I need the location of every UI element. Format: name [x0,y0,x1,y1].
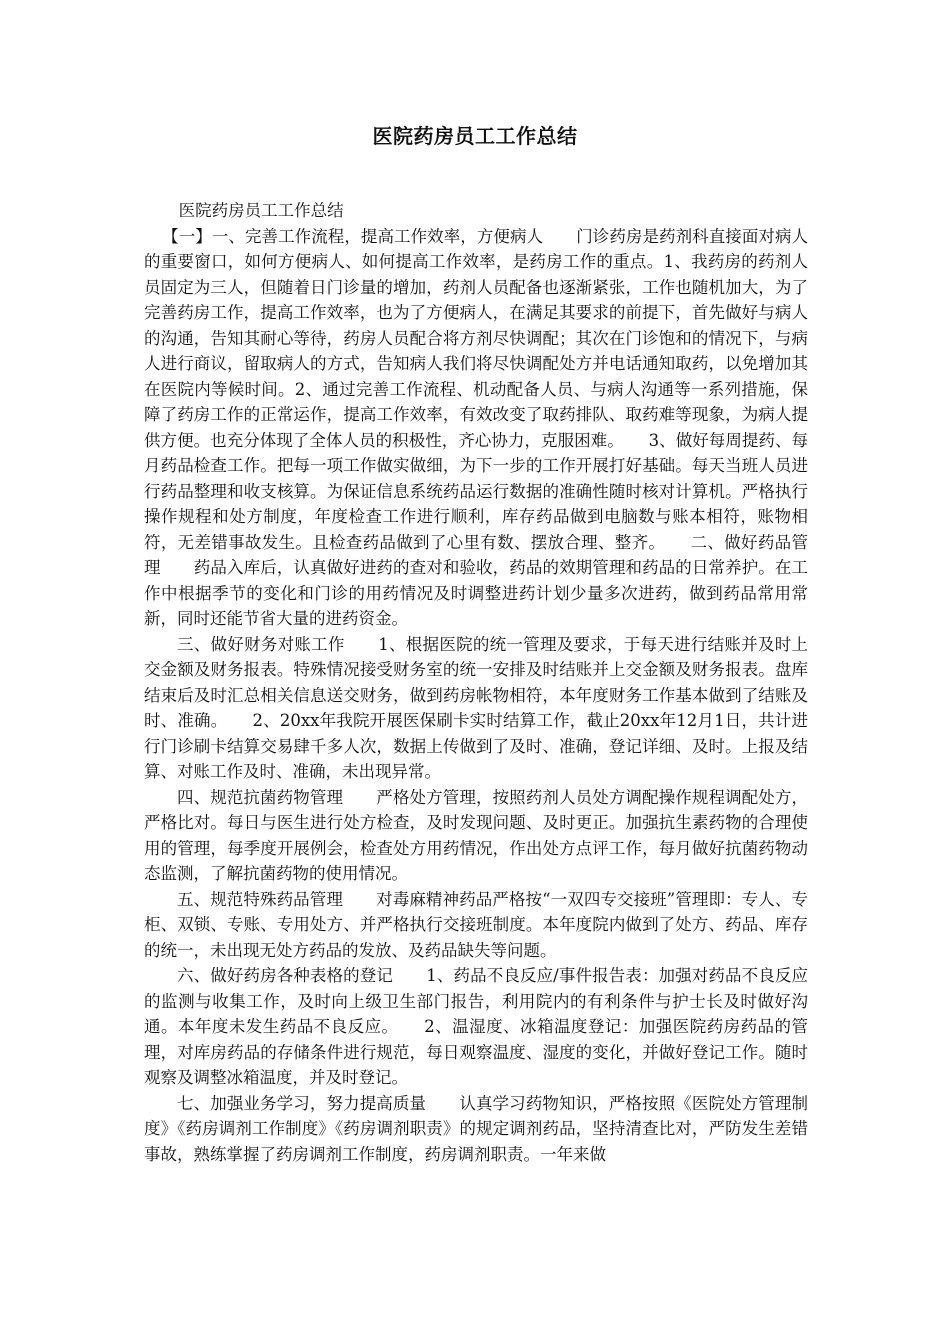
paragraph-2: 三、做好财务对账工作 1、根据医院的统一管理及要求，于每天进行结账并及时上交金额及财务报表。特殊情况接受财务室的统一安排及时结账并上交金额及财务报表。盘库结束后及时汇总相关信息送交财务，做到药房帐物相符，本年度财务工作基本做到了结账及时、准确。 2、20xx年我院开展医保刷卡实时结算工作，截止20xx年12月1日，共计进行门诊刷卡结算交易肆千多人次，数据上传做到了及时、准确，登记详细、及时。上报及结算、对账工作及时、准确，未出现异常。 [144,634,808,781]
paragraph-4: 五、规范特殊药品管理 对毒麻精神药品严格按“一双四专交接班”管理即：专人、专柜、双锁、专账、专用处方、并严格执行交接班制度。本年度院内做到了处方、药品、库存的统一，未出现无处方药品的发放、及药品缺失等问题。 [144,889,808,960]
paragraph-6: 七、加强业务学习，努力提高质量 认真学习药物知识，严格按照《医院处方管理制度》《药房调剂工作制度》《药房调剂职责》的规定调剂药品，坚持清查比对，严防发生差错事故，熟练掌握了药房调剂工作制度，药房调剂职责。一年来做 [144,1093,808,1164]
document-subtitle: 医院药房员工工作总结 [178,201,344,220]
paragraph-1: 【一】一、完善工作流程，提高工作效率，方便病人 门诊药房是药剂科直接面对病人的重要窗口，如何方便病人、如何提高工作效率，是药房工作的重点。1、我药房的药剂人员固定为三人，但随着日门诊量的增加，药剂人员配备也逐渐紧张，工作也随机加大，为了完善药房工作，提高工作效率，也为了方便病人，在满足其要求的前提下，首先做好与病人的沟通，告知其耐心等待，药房人员配合将方剂尽快调配；其次在门诊饱和的情况下，与病人进行商议，留取病人的方式，告知病人我们将尽快调配处方并电话通知取药，以免增加其在医院内等候时间。2、通过完善工作流程、机动配备人员、与病人沟通等一系列措施，保障了药房工作的正常运作，提高工作效率，有效改变了取药排队、取药难等现象，为病人提供方便。也充分体现了全体人员的积极性，齐心协力，克服困难。 3、做好每周提药、每月药品检查工作。把每一项工作做实做细，为下一步的工作开展打好基础。每天当班人员进行药品整理和收支核算。为保证信息系统药品运行数据的准确性随时核对计算机。严格执行操作规程和处方制度，年度检查工作进行顺利，库存药品做到电脑数与账本相符，账物相符，无差错事故发生。且检查药品做到了心里有数、摆放合理、整齐。 二、做好药品管理 药品入库后，认真做好进药的查对和验收，药品的效期管理和药品的日常养护。在工作中根据季节的变化和门诊的用药情况及时调整进药计划少量多次进药，做到药品常用常新，同时还能节省大量的进药资金。 [144,226,808,628]
document-title: 医院药房员工工作总结 [372,124,578,148]
document-body [144,198,808,1167]
paragraph-3: 四、规范抗菌药物管理 严格处方管理，按照药剂人员处方调配操作规程调配处方，严格比对。每日与医生进行处方检查，及时发现问题、及时更正。加强抗生素药物的合理使用的管理，每季度开展例会，检查处方用药情况，作出处方点评工作，每月做好抗菌药物动态监测，了解抗菌药物的使用情况。 [144,787,808,883]
paragraph-5: 六、做好药房各种表格的登记 1、药品不良反应/事件报告表：加强对药品不良反应的监测与收集工作，及时向上级卫生部门报告，利用院内的有利条件与护士长及时做好沟通。本年度未发生药品不良反应。 2、温湿度、冰箱温度登记：加强医院药房药品的管理，对库房药品的存储条件进行规范，每日观察温度、湿度的变化，并做好登记工作。随时观察及调整冰箱温度，并及时登记。 [144,966,808,1087]
